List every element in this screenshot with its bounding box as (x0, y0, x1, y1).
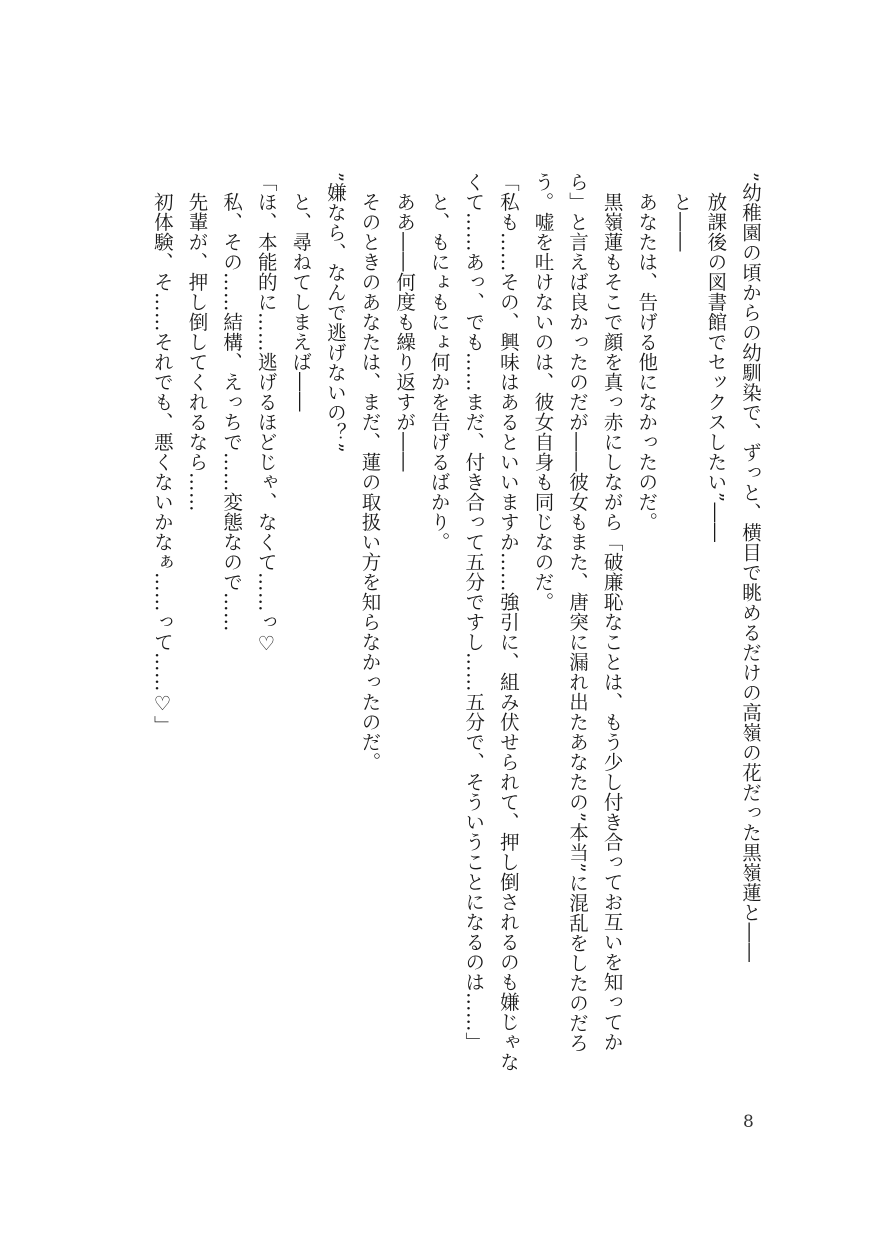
text-line: 「私も……その、興味はあるといいますか……強引に、組み伏せられて、押し倒されるのも嫌じゃな (496, 172, 520, 1072)
text-line: そのときのあなたは、まだ、蓮の取扱い方を知らなかったのだ。 (358, 172, 382, 772)
text-line: 私、その……結構、えっちで……変態なので…… (220, 172, 244, 632)
text-line: 先輩が、押し倒してくれるなら…… (185, 172, 209, 512)
text-line: と、もにょもにょ何かを告げるばかり。 (427, 172, 451, 552)
text-line: ”幼稚園の頃からの幼馴染で、ずっと、横目で眺めるだけの高嶺の花だった黒嶺蓮と―― (739, 172, 762, 963)
text-line: ら」と言えば良かったのだが――彼女もまた、唐突に漏れ出たあなたの”本当”に混乱をしたのだろ (566, 172, 590, 1053)
text-line: 「ほ、本能的に……逃げるほどじゃ、なくて……っ♡ (254, 172, 278, 656)
page-number: 8 (743, 1112, 754, 1132)
text-line: あなたは、告げる他になかったのだ。 (635, 172, 659, 532)
text-line: ”嫌なら、なんで逃げないの？” (323, 172, 347, 453)
vertical-text-body (144, 172, 767, 1072)
text-line: くて……あっ、でも……まだ、付き合って五分ですし……五分で、そういうことになるのは……」 (462, 172, 486, 1052)
text-line: と、尋ねてしまえば―― (289, 172, 313, 412)
text-line: う。嘘を吐けないのは、彼女自身も同じなのだ。 (531, 172, 555, 612)
text-line: 黒嶺蓮もそこで顔を真っ赤にしながら「破廉恥なことは、もう少し付き合ってお互いを知ってか (600, 172, 624, 1052)
text-line: 放課後の図書館でセックスしたい”―― (704, 172, 728, 543)
text-line: 初体験、そ……それでも、悪くないかなぁ……って……♡」 (150, 172, 174, 736)
text-line: ああ――何度も繰り返すが―― (393, 172, 417, 472)
text-line: と―― (669, 172, 693, 252)
